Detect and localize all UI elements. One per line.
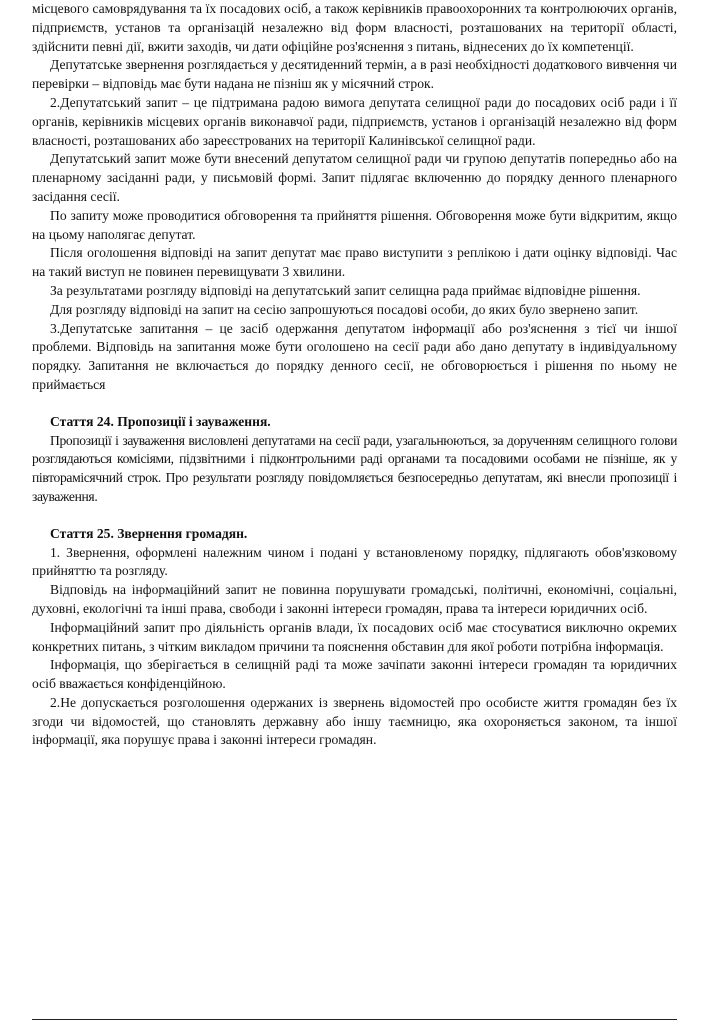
article-25-title: Стаття 25. Звернення громадян. bbox=[50, 525, 248, 541]
paragraph-info-request-scope: Інформаційний запит про діяльність органів влади, їх посадових осіб має стосуватися виключно окремих конкретних питань, з чітким викладом причини та пояснення обставин для якої роботи потрібна інформація. bbox=[32, 619, 677, 654]
footer-rule bbox=[32, 1019, 677, 1020]
paragraph-appeal-continuation: місцевого самоврядування та їх посадових осіб, а також керівників правоохоронних та контролюючих органів, підприємств, установ та організацій незалежно від форм власності, розташованих на території області, здійснити певні дії, вжити заходів, чи дати офіційне роз'яснення з питань, віднесених до їх компетенції. bbox=[32, 1, 677, 54]
paragraph-request-submission: Депутатський запит може бути внесений депутатом селищної ради чи групою депутатів попередньо або на пленарному засіданні ради, у письмовій формі. Запит підлягає включенню до порядку денного пленарного засідання сесії. bbox=[32, 151, 677, 204]
paragraph-request-reply: Після оголошення відповіді на запит депутат має право виступити з реплікою і дати оцінку відповіді. Час на такий виступ не повинен перевищувати 3 хвилини. bbox=[32, 245, 677, 280]
article-24-text: Пропозиції і зауваження висловлені депутатами на сесії ради, узагальнюються, за дорученням селищного голови розглядаються комісіями, підзвітними і підконтрольними раді органами та посадовими особами не пізніше, як у півторамісячний строк. Про результати розгляду повідомляється безпосередньо депутатам, які внесли пропозиції і зауваження. bbox=[32, 432, 677, 504]
section-gap bbox=[32, 507, 677, 525]
paragraph-question-definition: 3.Депутатське запитання – це засіб одержання депутатом інформації або роз'яснення з тієї чи іншої проблеми. Відповідь на запитання може бути оголошено на сесії ради або дано депутату в індивідуальному порядку. Запитання не включається до порядку денного сесії, не обговорюється і рішення по ньому не приймається bbox=[32, 320, 677, 392]
paragraph-request-decision: За результатами розгляду відповіді на депутатський запит селищна рада приймає відповідне рішення. bbox=[50, 282, 641, 298]
section-gap bbox=[32, 395, 677, 413]
paragraph-non-disclosure: 2.Не допускається розголошення одержаних із звернень відомостей про особисте життя громадян без їх згоди чи відомостей, що становлять державну або іншу таємницю, яка охороняється законом, та іншої інформації, яка порушує права і законні інтереси громадян. bbox=[32, 694, 677, 748]
document-page bbox=[32, 0, 677, 750]
paragraph-appeal-term: Депутатське звернення розглядається у десятиденний термін, а в разі необхідності додаткового вивчення чи перевірки – відповідь має бути надана не пізніш як у місячний строк. bbox=[32, 57, 677, 92]
paragraph-info-request-rights: Відповідь на інформаційний запит не повинна порушувати громадські, політичні, економічні, соціальні, духовні, екологічні та інші права, свободи і законні інтереси громадян, права та інтереси юридичних осіб. bbox=[32, 582, 677, 616]
paragraph-request-definition: 2.Депутатський запит – це підтримана радою вимога депутата селищної ради до посадових осіб ради і її органів, керівників місцевих органів виконавчої ради, підприємств, установ і організацій незалежно від форм власності, розташованих або зареєстрованих на території Калинівської селищної ради. bbox=[32, 94, 677, 148]
paragraph-confidential-info: Інформація, що зберігається в селищній раді та може зачіпати законні інтереси громадян та юридичних осіб вважається конфіденційною. bbox=[32, 657, 677, 692]
article-24-title: Стаття 24. Пропозиції і зауваження. bbox=[50, 413, 271, 429]
paragraph-appeals-acceptance: 1. Звернення, оформлені належним чином і подані у встановленому порядку, підлягають обов'язковому прийняттю та розгляду. bbox=[32, 544, 677, 579]
paragraph-request-officials: Для розгляду відповіді на запит на сесію запрошуються посадові особи, до яких було звернено запит. bbox=[50, 301, 639, 317]
paragraph-request-discussion: По запиту може проводитися обговорення та прийняття рішення. Обговорення може бути відкритим, якщо на цьому наполягає депутат. bbox=[32, 207, 677, 242]
